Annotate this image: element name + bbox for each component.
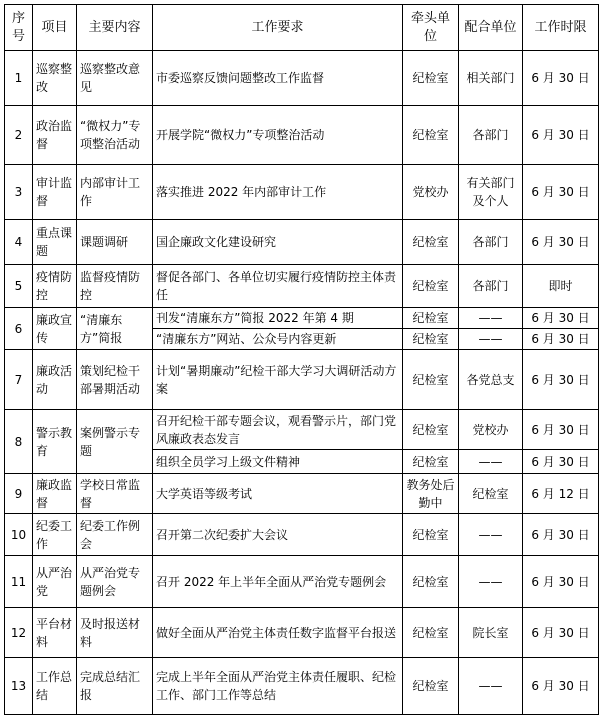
row-item: 廉政监督 [33, 474, 77, 514]
row-coop: 纪检室 [459, 474, 523, 514]
row-requirement: 召开纪检干部专题会议，观看警示片，部门党风廉政表态发言 [153, 410, 403, 450]
row-lead: 党校办 [403, 165, 459, 220]
row-coop: 各部门 [459, 106, 523, 165]
row-no: 3 [5, 165, 33, 220]
row-lead: 纪检室 [403, 265, 459, 308]
header-item: 项目 [33, 5, 77, 51]
row-coop: 党校办 [459, 410, 523, 450]
row-item: 警示教育 [33, 410, 77, 474]
row-content: 完成总结汇报 [77, 658, 153, 715]
row-coop: —— [459, 658, 523, 715]
header-requirement: 工作要求 [153, 5, 403, 51]
row-lead: 纪检室 [403, 220, 459, 265]
row-deadline: 6 月 30 日 [523, 308, 599, 329]
row-content: 及时报送材料 [77, 608, 153, 658]
row-coop: —— [459, 308, 523, 329]
row-item: 审计监督 [33, 165, 77, 220]
row-no: 2 [5, 106, 33, 165]
row-lead: 纪检室 [403, 350, 459, 410]
table-row [5, 106, 599, 165]
table-row [5, 474, 599, 514]
row-item: 政治监督 [33, 106, 77, 165]
header-no: 序号 [5, 5, 33, 51]
row-deadline: 6 月 30 日 [523, 220, 599, 265]
table-row [5, 265, 599, 308]
row-deadline: 6 月 12 日 [523, 474, 599, 514]
row-deadline: 6 月 30 日 [523, 658, 599, 715]
row-requirement: 完成上半年全面从严治党主体责任履职、纪检工作、部门工作等总结 [153, 658, 403, 715]
row-deadline: 6 月 30 日 [523, 608, 599, 658]
row-content: “清廉东方”简报 [77, 308, 153, 350]
table-row [5, 51, 599, 106]
row-deadline: 6 月 30 日 [523, 410, 599, 450]
row-no: 5 [5, 265, 33, 308]
row-deadline: 6 月 30 日 [523, 106, 599, 165]
table-row [5, 608, 599, 658]
row-requirement: 做好全面从严治党主体责任数字监督平台报送 [153, 608, 403, 658]
row-no: 4 [5, 220, 33, 265]
table-row [5, 220, 599, 265]
row-lead: 纪检室 [403, 450, 459, 474]
row-content: 课题调研 [77, 220, 153, 265]
row-deadline: 6 月 30 日 [523, 51, 599, 106]
table-row [5, 308, 599, 329]
row-item: 廉政活动 [33, 350, 77, 410]
row-content: 案例警示专题 [77, 410, 153, 474]
row-item: 从严治党 [33, 556, 77, 608]
row-lead: 纪检室 [403, 410, 459, 450]
row-coop: 院长室 [459, 608, 523, 658]
row-no: 7 [5, 350, 33, 410]
row-requirement: 国企廉政文化建设研究 [153, 220, 403, 265]
row-content: 策划纪检干部暑期活动 [77, 350, 153, 410]
row-content: “微权力”专项整治活动 [77, 106, 153, 165]
row-coop: —— [459, 514, 523, 556]
row-no: 13 [5, 658, 33, 715]
row-item: 重点课题 [33, 220, 77, 265]
table-row [5, 410, 599, 450]
row-no: 6 [5, 308, 33, 350]
row-content: 学校日常监督 [77, 474, 153, 514]
table-body [5, 51, 599, 715]
row-item: 纪委工作 [33, 514, 77, 556]
table-row [5, 658, 599, 715]
row-deadline: 6 月 30 日 [523, 329, 599, 350]
row-coop: 各部门 [459, 265, 523, 308]
row-lead: 纪检室 [403, 608, 459, 658]
header-coop: 配合单位 [459, 5, 523, 51]
row-requirement: 组织全员学习上级文件精神 [153, 450, 403, 474]
row-requirement: 开展学院“微权力”专项整治活动 [153, 106, 403, 165]
row-lead: 纪检室 [403, 658, 459, 715]
row-lead: 纪检室 [403, 106, 459, 165]
row-coop: 有关部门及个人 [459, 165, 523, 220]
row-lead: 纪检室 [403, 51, 459, 106]
table-row [5, 556, 599, 608]
row-requirement: 市委巡察反馈问题整改工作监督 [153, 51, 403, 106]
table-row [5, 514, 599, 556]
row-requirement: 大学英语等级考试 [153, 474, 403, 514]
row-no: 9 [5, 474, 33, 514]
row-no: 11 [5, 556, 33, 608]
row-lead: 纪检室 [403, 329, 459, 350]
row-no: 1 [5, 51, 33, 106]
row-coop: 相关部门 [459, 51, 523, 106]
header-deadline: 工作时限 [523, 5, 599, 51]
work-plan-table [4, 4, 599, 715]
row-content: 从严治党专题例会 [77, 556, 153, 608]
table-row [5, 350, 599, 410]
row-item: 工作总结 [33, 658, 77, 715]
row-deadline: 6 月 30 日 [523, 556, 599, 608]
row-item: 廉政宣传 [33, 308, 77, 350]
row-content: 内部审计工作 [77, 165, 153, 220]
row-deadline: 6 月 30 日 [523, 350, 599, 410]
header-content: 主要内容 [77, 5, 153, 51]
row-requirement: 督促各部门、各单位切实履行疫情防控主体责任 [153, 265, 403, 308]
row-item: 平台材料 [33, 608, 77, 658]
row-deadline: 6 月 30 日 [523, 514, 599, 556]
row-coop: —— [459, 556, 523, 608]
row-deadline: 即时 [523, 265, 599, 308]
row-coop: —— [459, 450, 523, 474]
row-requirement: 召开 2022 年上半年全面从严治党专题例会 [153, 556, 403, 608]
row-lead: 教务处后勤中 [403, 474, 459, 514]
row-no: 8 [5, 410, 33, 474]
row-deadline: 6 月 30 日 [523, 450, 599, 474]
row-no: 10 [5, 514, 33, 556]
row-deadline: 6 月 30 日 [523, 165, 599, 220]
row-content: 巡察整改意见 [77, 51, 153, 106]
table-row [5, 165, 599, 220]
row-item: 巡察整改 [33, 51, 77, 106]
row-requirement: 落实推进 2022 年内部审计工作 [153, 165, 403, 220]
row-requirement: 计划“暑期廉动”纪检干部大学习大调研活动方案 [153, 350, 403, 410]
row-lead: 纪检室 [403, 308, 459, 329]
row-coop: 各部门 [459, 220, 523, 265]
row-lead: 纪检室 [403, 514, 459, 556]
row-lead: 纪检室 [403, 556, 459, 608]
row-coop: —— [459, 329, 523, 350]
row-requirement: 召开第二次纪委扩大会议 [153, 514, 403, 556]
row-content: 纪委工作例会 [77, 514, 153, 556]
row-requirement: 刊发“清廉东方”简报 2022 年第 4 期 [153, 308, 403, 329]
row-item: 疫情防控 [33, 265, 77, 308]
row-coop: 各党总支 [459, 350, 523, 410]
row-content: 监督疫情防控 [77, 265, 153, 308]
row-no: 12 [5, 608, 33, 658]
header-row [5, 5, 599, 51]
row-requirement: “清廉东方”网站、公众号内容更新 [153, 329, 403, 350]
header-lead: 牵头单位 [403, 5, 459, 51]
